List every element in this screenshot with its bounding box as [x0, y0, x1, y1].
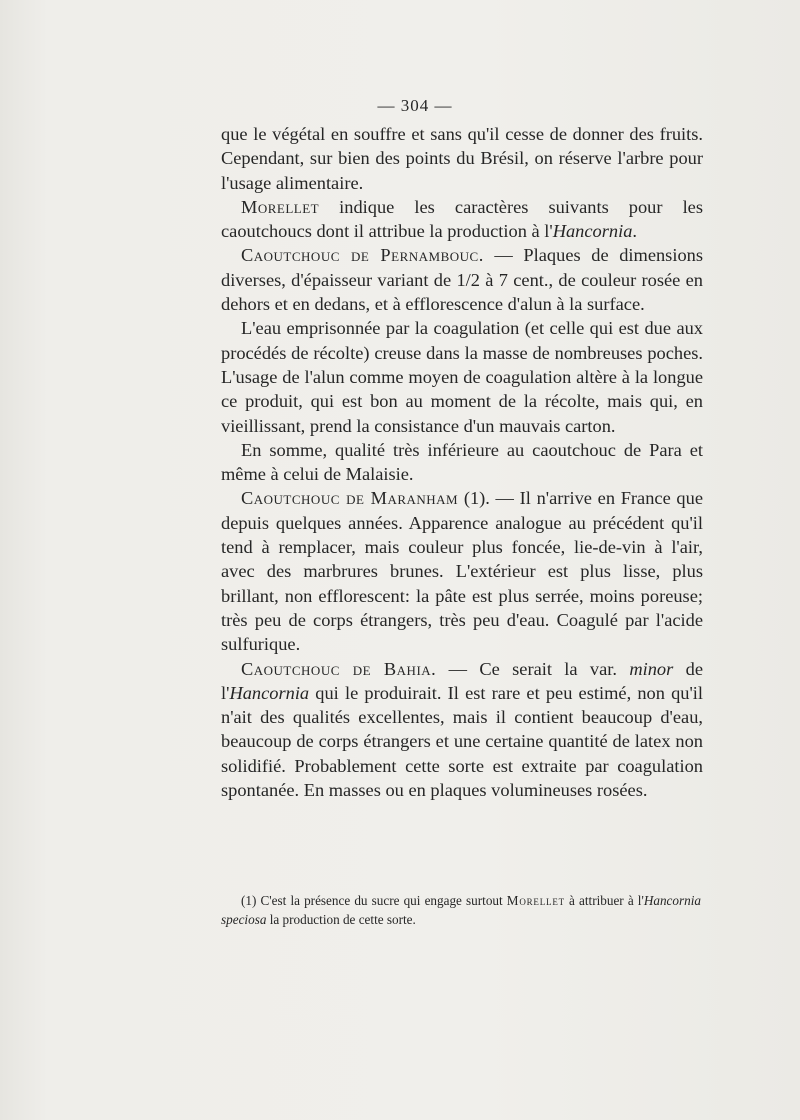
paragraph-bahia: Caoutchouc de Bahia. — Ce serait la var. minor de l'Hancornia qui le produirait. Il est rare et peu estimé, non qu'il n'ait des qualités excellentes, mais il contient beaucoup d'eau, beaucoup de corps étrangers et une certaine quantité de latex non solidifié. Probablement cette sorte est extraite par coagulation spontanée. En masses ou en plaques volumineuses rosées.: [221, 658, 703, 801]
section-heading: Caoutchouc de Bahia.: [241, 658, 437, 679]
genus-name: Hancornia: [552, 221, 633, 242]
species-name: Hancornia speciosa: [221, 893, 701, 927]
paragraph-pernambouc: Caoutchouc de Pernambouc. — Plaques de dimensions diverses, d'épaisseur variant de 1/2 à 7 cent., de couleur rosée en dehors et en dedans, et à efflorescence d'alun à la surface.: [221, 245, 704, 315]
page-number: — 304 —: [377, 96, 453, 115]
paragraph-morellet: Morellet indique les caractères suivants pour les caoutchoucs dont il attribue la production à l'Hancornia.: [221, 196, 703, 242]
body-text: [221, 122, 703, 802]
genus-name: Hancornia: [229, 682, 310, 703]
section-heading: Caoutchouc de Pernambouc.: [241, 245, 484, 266]
author-name: Morellet: [241, 196, 320, 217]
footnote-text: (1) C'est la présence du sucre qui engage surtout Morellet à attribuer à l'Hancornia speciosa la production de cette sorte.: [221, 893, 701, 927]
author-name: Morellet: [506, 893, 565, 908]
paragraph-maranham: Caoutchouc de Maranham (1). — Il n'arrive en France que depuis quelques années. Apparence analogue au précédent qu'il tend à remplacer, mais couleur plus foncée, lie-de-vin à l'air, avec des marbrures brunes. L'extérieur est plus lisse, plus brillant, non efflorescent: la pâte est plus serrée, moins poreuse; très peu de corps étrangers, très peu d'eau. Coagulé par l'acide sulfurique.: [221, 488, 703, 655]
paragraph-1: que le végétal en souffre et sans qu'il cesse de donner des fruits. Cependant, sur bien des points du Brésil, on réserve l'arbre pour l'usage alimentaire.: [221, 124, 703, 193]
section-heading: Caoutchouc de Maranham: [241, 488, 459, 509]
paragraph-summary: En somme, qualité très inférieure au caoutchouc de Para et même à celui de Malaisie.: [221, 439, 703, 485]
variety-name: minor: [629, 658, 674, 679]
footnote: [221, 891, 701, 929]
paragraph-coagulation: L'eau emprisonnée par la coagulation (et celle qui est due aux procédés de récolte) creuse dans la masse de nombreuses poches. L'usage de l'alun comme moyen de coagulation altère à la longue ce produit, qui est bon au moment de la récolte, mais qui, en vieillissant, prend la consistance d'un mauvais carton.: [221, 318, 703, 436]
